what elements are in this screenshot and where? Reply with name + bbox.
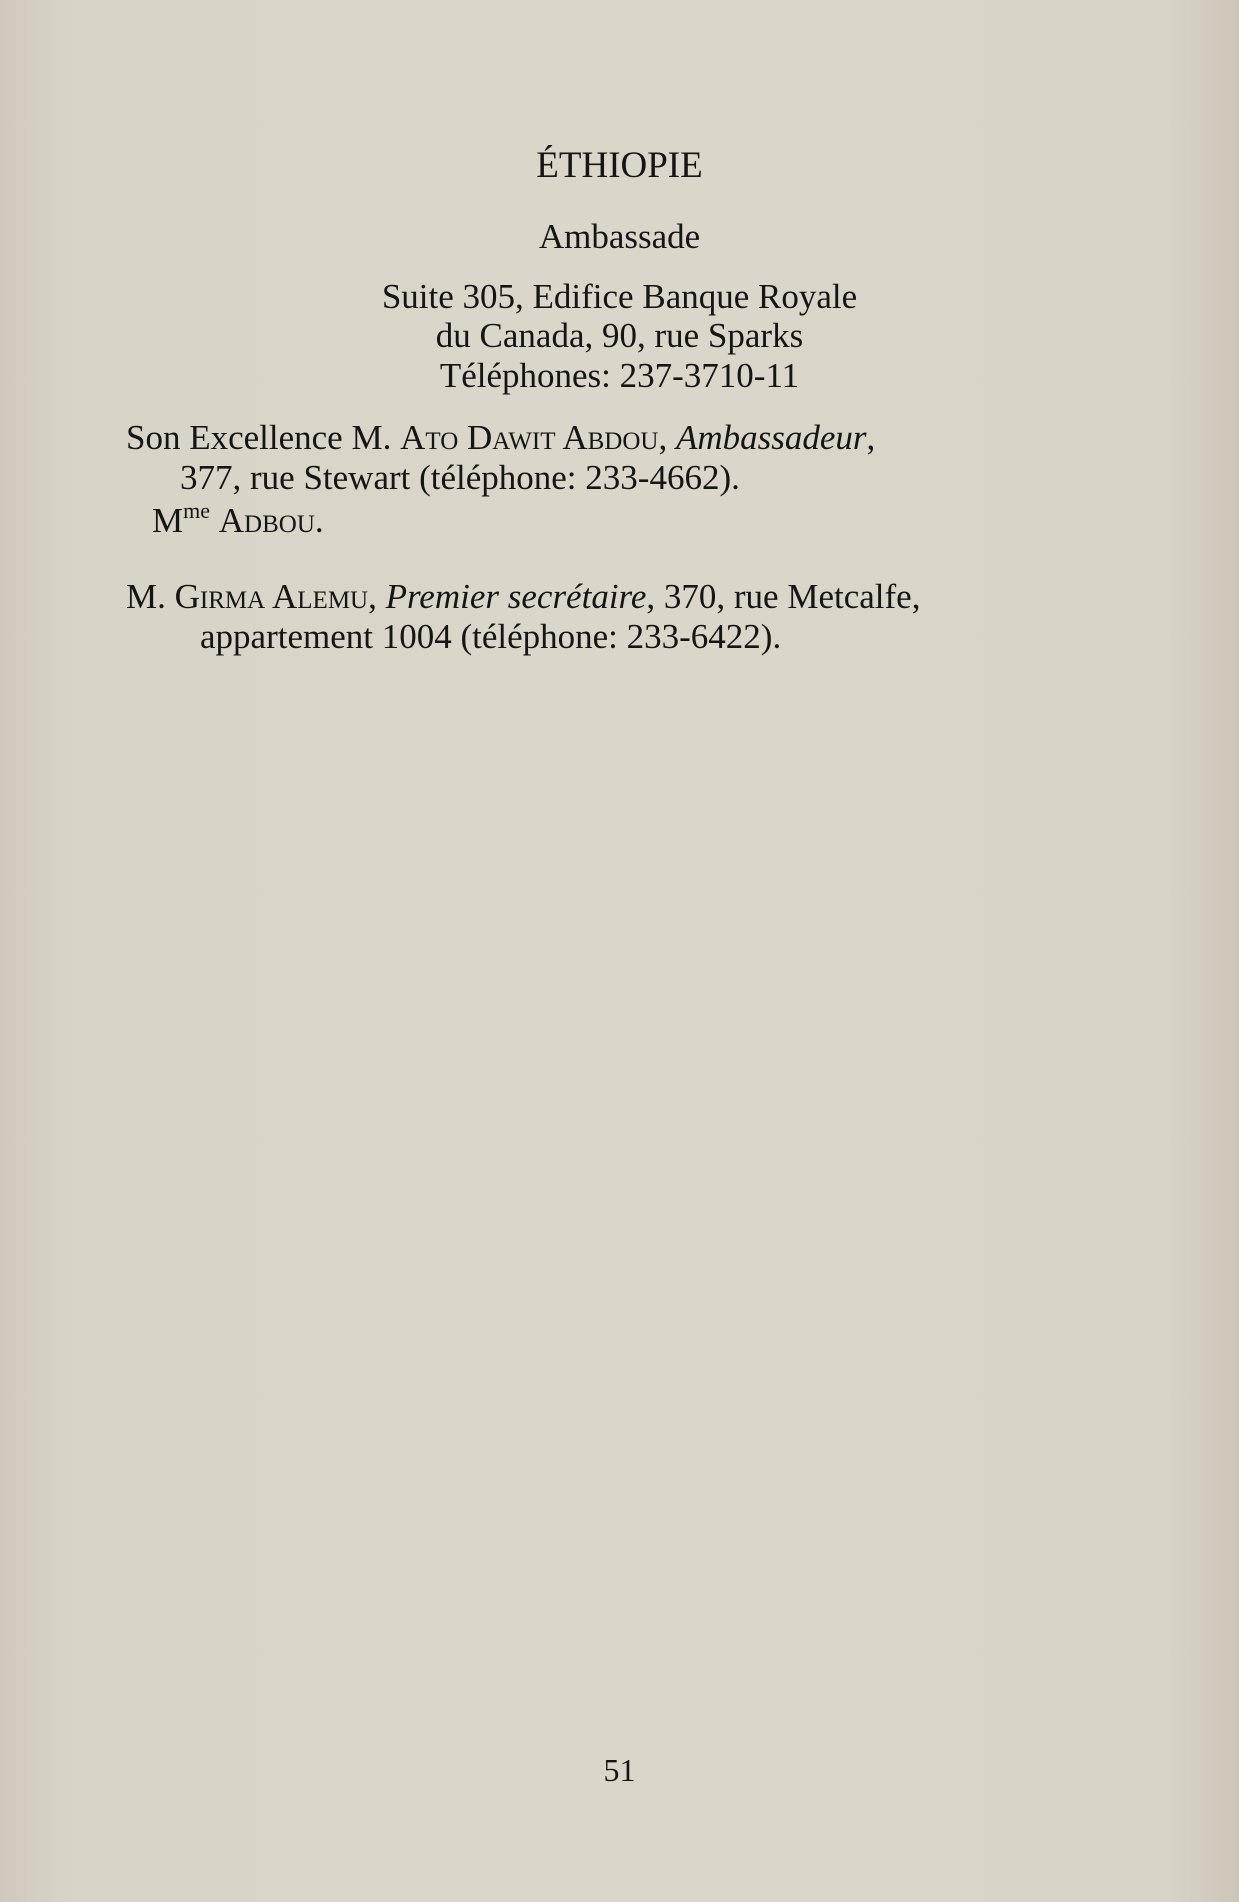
entry-after: , 370, rue Metcalfe, — [646, 577, 921, 616]
superscript-me: me — [183, 498, 211, 523]
page-number: 51 — [603, 1752, 636, 1788]
entry-spouse — [152, 498, 324, 541]
embassy-telephones: Téléphones: 237-3710-11 — [439, 356, 800, 395]
person-title: Premier secrétaire — [385, 577, 647, 616]
person-name: Adbou — [218, 501, 315, 540]
entry-prefix: M. — [126, 577, 175, 616]
entry-ambassador-line1 — [126, 418, 875, 458]
person-name: Girma Alemu — [174, 577, 369, 616]
embassy-address-line1: Suite 305, Edifice Banque Royale — [381, 277, 858, 316]
person-name: Ato Dawit Abdou — [400, 418, 659, 457]
entry-separator: , — [658, 418, 676, 457]
person-title: Ambassadeur — [675, 418, 867, 457]
entry-prefix: M — [152, 501, 184, 540]
entry-after: , — [866, 418, 876, 457]
entry-first-secretary-line2: appartement 1004 (téléphone: 233-6422). — [200, 617, 782, 656]
embassy-heading: Ambassade — [538, 217, 701, 256]
entry-prefix: Son Excellence M. — [126, 418, 401, 457]
entry-after: . — [314, 501, 324, 540]
entry-ambassador-line2: 377, rue Stewart (téléphone: 233-4662). — [180, 458, 740, 497]
entry-separator: , — [368, 577, 386, 616]
entry-first-secretary-line1 — [126, 577, 920, 617]
embassy-address-line2: du Canada, 90, rue Sparks — [435, 316, 804, 355]
page-title: ÉTHIOPIE — [536, 145, 703, 186]
